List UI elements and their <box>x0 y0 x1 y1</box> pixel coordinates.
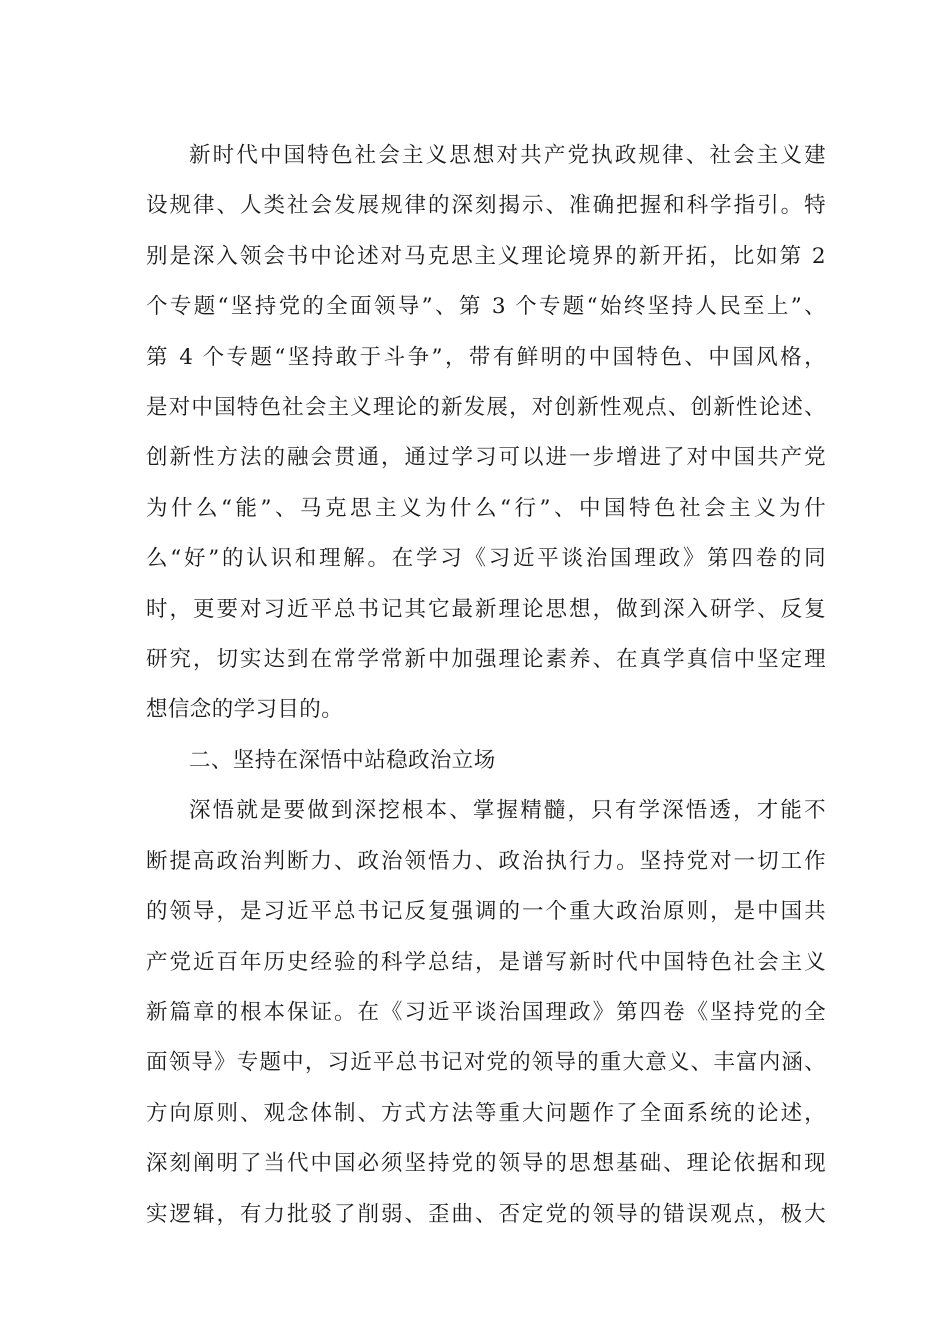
paragraph-1 <box>146 131 826 736</box>
text-line: 新篇章的根本保证。在《习近平谈治国理政》第四卷《坚持党的全 <box>146 999 826 1025</box>
text-line: 研究，切实达到在常学常新中加强理论素养、在真学真信中坚定理 <box>146 647 826 673</box>
text-line: 方向原则、观念体制、方式方法等重大问题作了全面系统的论述， <box>146 1100 826 1126</box>
text-line: 是对中国特色社会主义理论的新发展，对创新性观点、创新性论述、 <box>146 395 826 421</box>
paragraph-2 <box>146 786 826 1240</box>
text-line: 设规律、人类社会发展规律的深刻揭示、准确把握和科学指引。特 <box>146 193 826 219</box>
text-line: 为什么“能”、马克思主义为什么“行”、中国特色社会主义为什 <box>146 495 826 521</box>
text-line: 创新性方法的融会贯通，通过学习可以进一步增进了对中国共产党 <box>146 445 826 471</box>
text-line: 面领导》专题中，习近平总书记对党的领导的重大意义、丰富内涵、 <box>146 1050 826 1076</box>
section-heading: 二、坚持在深悟中站稳政治立场 <box>189 747 496 773</box>
text-line: 深悟就是要做到深挖根本、掌握精髓，只有学深悟透，才能不 <box>189 798 826 824</box>
text-line: 产党近百年历史经验的科学总结，是谱写新时代中国特色社会主义 <box>146 949 826 975</box>
text-line: 别是深入领会书中论述对马克思主义理论境界的新开拓，比如第 2 <box>146 243 826 269</box>
text-line: 第 4 个专题“坚持敢于斗争”，带有鲜明的中国特色、中国风格， <box>146 344 826 370</box>
document-body <box>146 131 826 1240</box>
text-line: 实逻辑，有力批驳了削弱、歪曲、否定党的领导的错误观点，极大 <box>146 1201 826 1227</box>
text-line: 想信念的学习目的。 <box>146 697 344 723</box>
text-line: 深刻阐明了当代中国必须坚持党的领导的思想基础、理论依据和现 <box>146 1151 826 1177</box>
text-line: 断提高政治判断力、政治领悟力、政治执行力。坚持党对一切工作 <box>146 848 826 874</box>
text-line: 时，更要对习近平总书记其它最新理论思想，做到深入研学、反复 <box>146 596 826 622</box>
text-line: 么“好”的认识和理解。在学习《习近平谈治国理政》第四卷的同 <box>146 546 826 572</box>
text-line: 新时代中国特色社会主义思想对共产党执政规律、社会主义建 <box>189 143 826 168</box>
text-line: 个专题“坚持党的全面领导”、第 3 个专题“始终坚持人民至上”、 <box>146 294 826 320</box>
text-line: 的领导，是习近平总书记反复强调的一个重大政治原则，是中国共 <box>146 899 826 925</box>
